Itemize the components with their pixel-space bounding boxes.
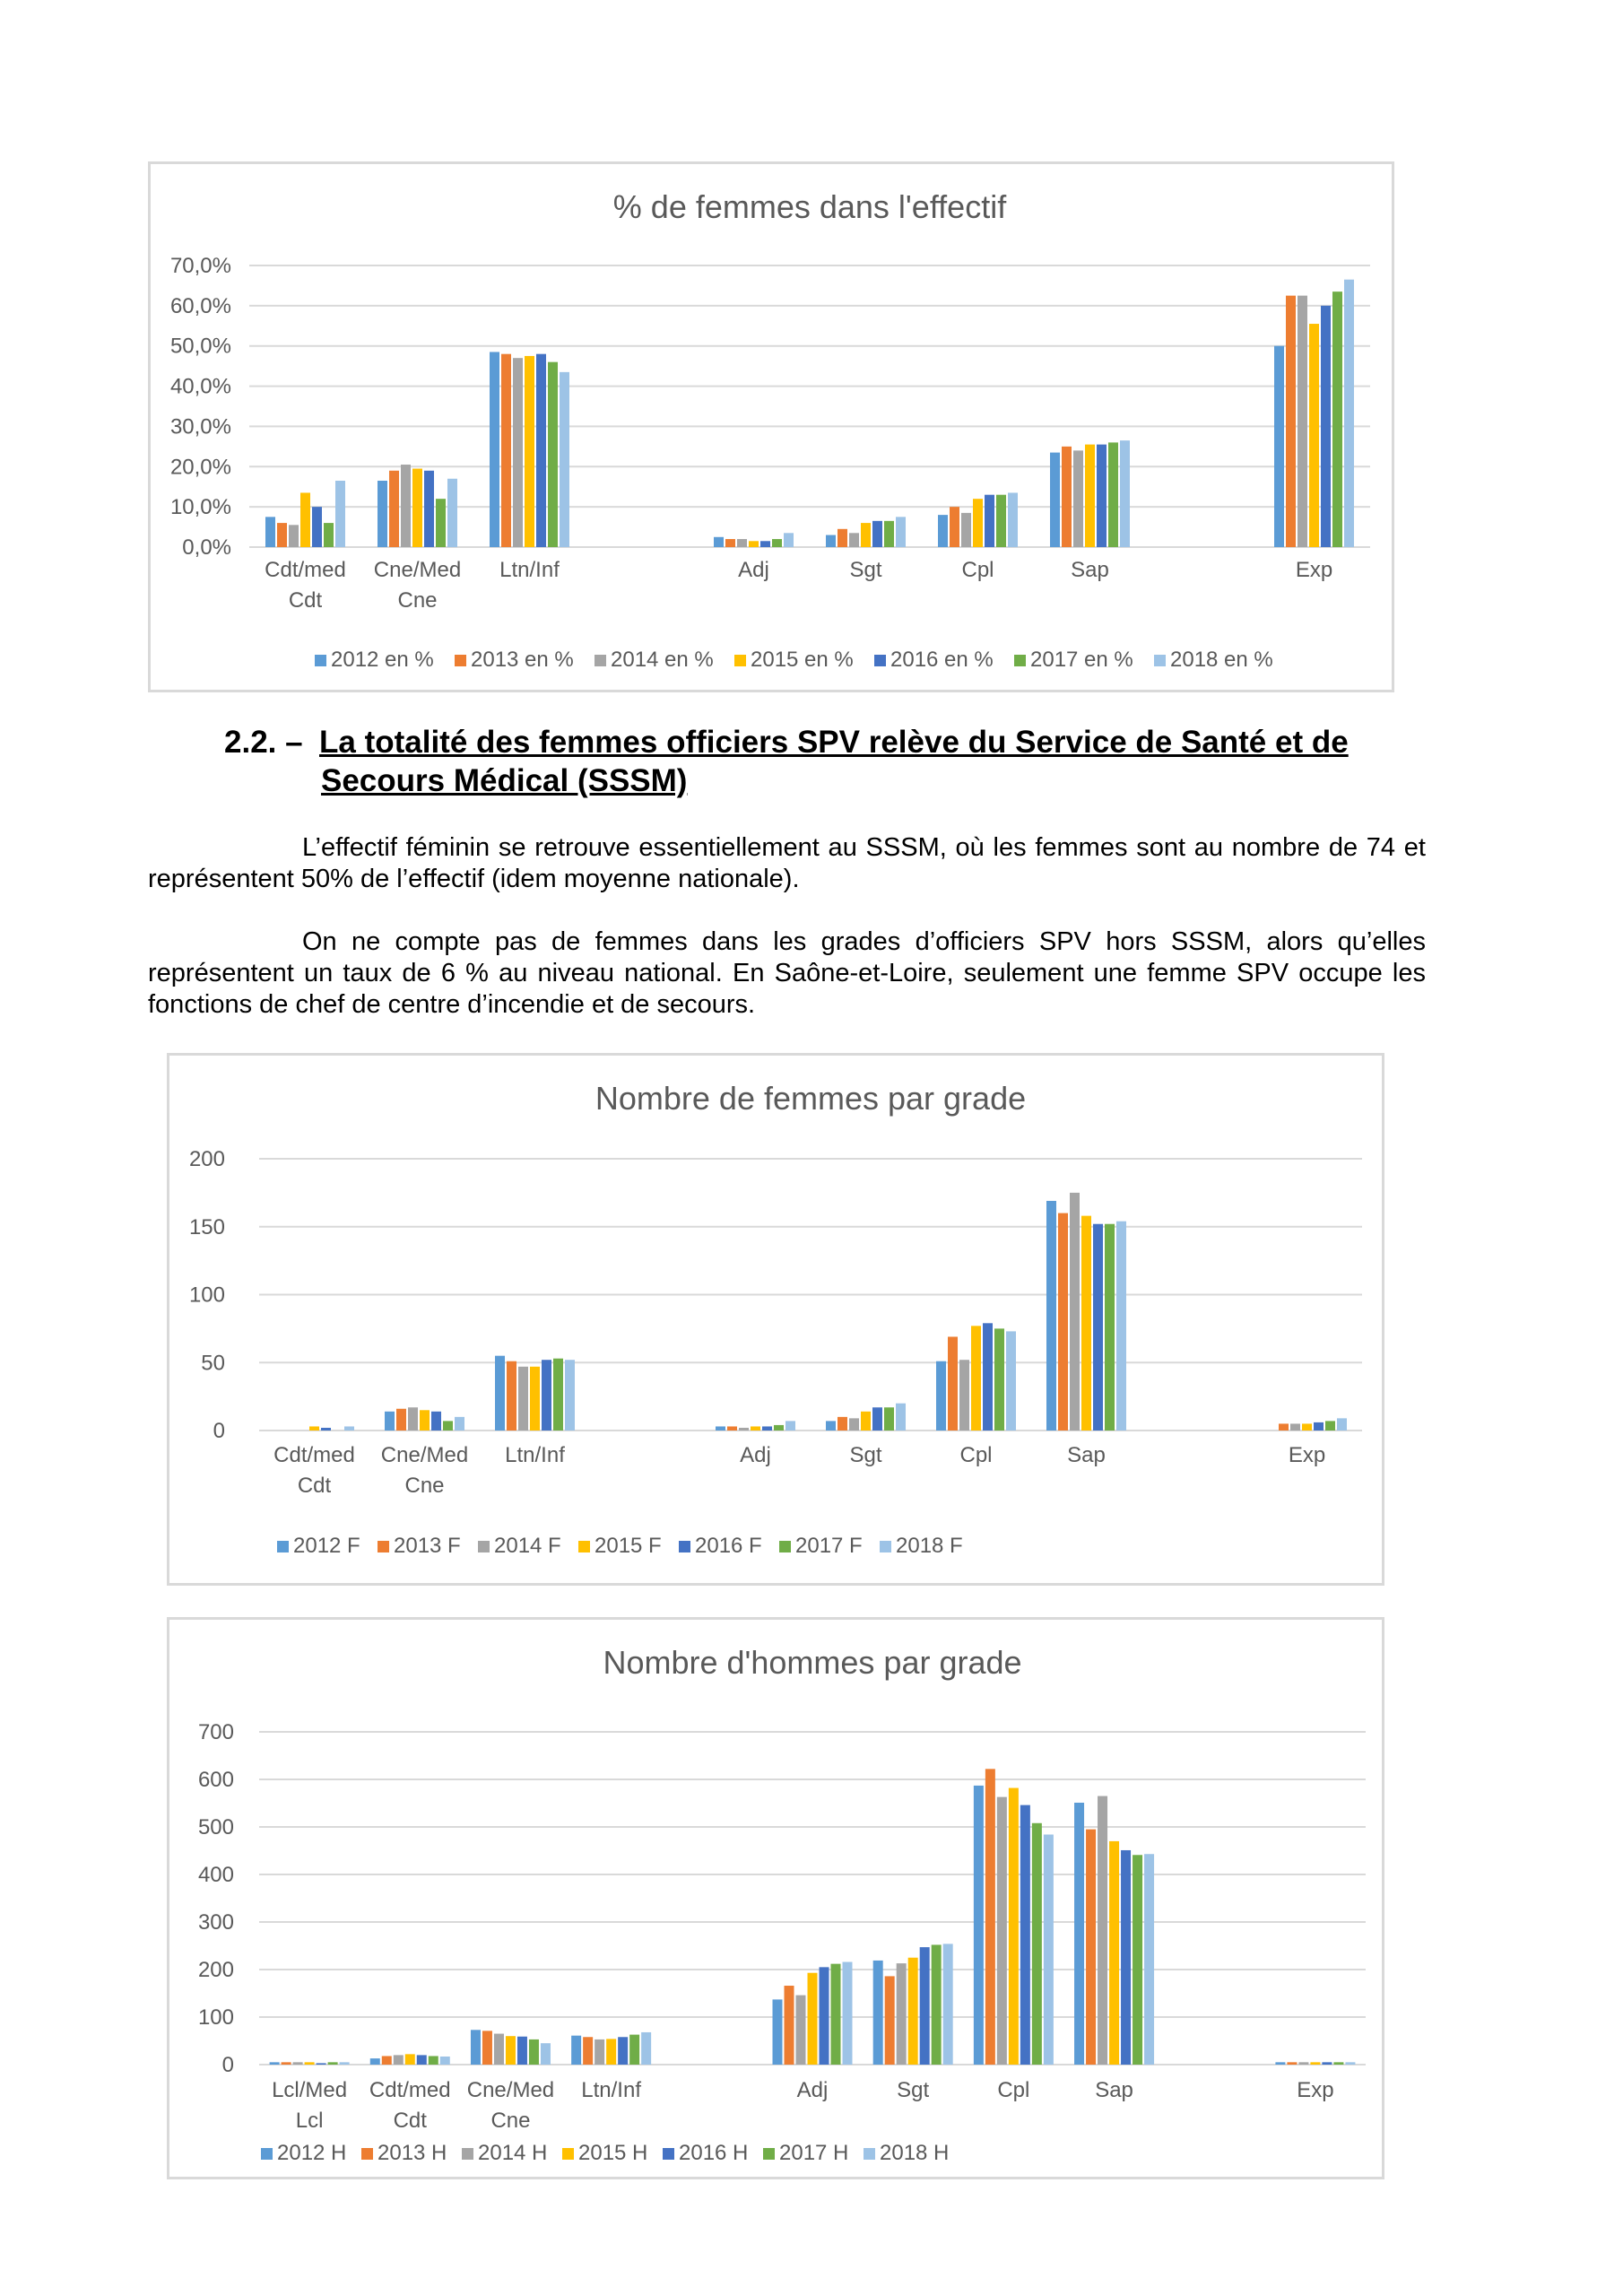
bar [920, 1947, 930, 2065]
legend-label: 2012 en % [331, 648, 434, 672]
bar [1298, 296, 1307, 547]
chart-men-count [167, 1617, 1384, 2179]
bar [1321, 306, 1331, 547]
bar [971, 1326, 981, 1431]
paragraph-2: On ne compte pas de femmes dans les grades d’officiers SPV hors SSSM, alors qu’elles représentent un taux de 6 % au niveau national. En Saône-et-Loire, seulement une femme SPV occupe les fonctions de chef de centre d’incendie et de secours. [148, 927, 1426, 1019]
bar [932, 1944, 942, 2065]
category-label: Cpl [961, 558, 994, 582]
category-label: Cdt/med [265, 558, 346, 582]
bar [996, 495, 1006, 547]
category-label: Cne [397, 588, 438, 613]
legend-label: 2018 H [880, 2141, 950, 2165]
bar [495, 1356, 505, 1431]
legend-label: 2017 en % [1030, 648, 1133, 672]
bar [420, 1410, 430, 1431]
bar [289, 525, 299, 547]
legend-label: 2018 F [896, 1534, 963, 1558]
bar [293, 2062, 303, 2065]
category-label: Cne [404, 1474, 445, 1498]
y-tick-label: 150 [188, 1214, 225, 1239]
bar [455, 1417, 464, 1431]
bar [1050, 453, 1060, 547]
bar [985, 1769, 995, 2065]
bar [412, 469, 422, 547]
bar [424, 471, 434, 547]
bar [843, 1962, 853, 2065]
bar [408, 1407, 418, 1431]
category-label: Cpl [997, 2078, 1030, 2102]
bar [936, 1361, 946, 1431]
bar [1302, 1423, 1312, 1431]
bar [714, 537, 724, 547]
bar [394, 2055, 404, 2065]
legend-swatch [277, 1541, 289, 1552]
bar [340, 2062, 350, 2065]
legend-swatch [864, 2148, 875, 2160]
bar [873, 1961, 883, 2065]
legend-label: 2015 H [578, 2141, 648, 2165]
category-label: Cdt [393, 2109, 427, 2133]
bar [725, 539, 735, 547]
bar [265, 517, 275, 547]
bar [629, 2035, 639, 2065]
bar [872, 1407, 882, 1431]
bar [1108, 442, 1118, 547]
bar [1322, 2062, 1332, 2065]
legend-label: 2016 H [679, 2141, 749, 2165]
legend-swatch [595, 655, 606, 666]
bar [908, 1958, 918, 2065]
bar [529, 2039, 539, 2065]
bar [583, 2037, 593, 2065]
bar [985, 495, 994, 547]
bar [1298, 2062, 1308, 2065]
category-label: Sgt [897, 2078, 930, 2102]
bar [541, 2043, 551, 2065]
section-number: 2.2. – [224, 725, 303, 760]
legend-label: 2012 F [293, 1534, 360, 1558]
bar [1098, 1796, 1107, 2065]
bar [471, 2030, 481, 2065]
bar [1081, 1216, 1091, 1431]
bar [382, 2056, 392, 2065]
legend-swatch [378, 1541, 389, 1552]
bar [490, 352, 499, 547]
bar [1279, 1423, 1289, 1431]
category-label: Sap [1071, 558, 1109, 582]
bar [431, 1412, 441, 1431]
bar [1345, 2062, 1355, 2065]
y-tick-label: 30,0% [169, 414, 231, 439]
bar [1144, 1854, 1154, 2065]
bar [482, 2031, 492, 2065]
bar [974, 1786, 984, 2065]
legend-swatch [578, 1541, 590, 1552]
category-label: Cne/Med [373, 558, 462, 582]
bar [727, 1426, 737, 1431]
bar [1006, 1331, 1016, 1431]
bar [506, 2036, 516, 2065]
bar [389, 471, 399, 547]
category-label: Sap [1095, 2078, 1133, 2102]
bar [1008, 492, 1018, 547]
legend-swatch [478, 1541, 490, 1552]
category-label: Sap [1067, 1443, 1106, 1467]
category-label: Cdt [288, 588, 323, 613]
bar [618, 2037, 628, 2065]
bar [950, 507, 959, 547]
bar [997, 1797, 1007, 2065]
bar [1105, 1224, 1115, 1431]
legend-label: 2016 en % [890, 648, 994, 672]
bar [501, 354, 511, 547]
category-label: Exp [1295, 558, 1333, 582]
bar [1086, 1830, 1096, 2065]
category-label: Adj [738, 558, 769, 582]
legend-label: 2013 en % [471, 648, 574, 672]
bar [317, 2063, 326, 2065]
bar [606, 2039, 616, 2065]
legend-label: 2013 F [394, 1534, 461, 1558]
bar [1337, 1418, 1347, 1431]
bar [1093, 1224, 1103, 1431]
bar [1116, 1222, 1126, 1431]
legend-swatch [679, 1541, 690, 1552]
y-tick-label: 500 [197, 1815, 234, 1839]
bar [305, 2062, 315, 2065]
category-label: Ltn/Inf [581, 2078, 641, 2102]
bar [595, 2039, 604, 2065]
chart-women-percentage-svg [151, 164, 1397, 695]
legend-label: 2014 en % [611, 648, 714, 672]
bar [530, 1367, 540, 1431]
bar [1109, 1841, 1119, 2065]
bar [884, 521, 894, 547]
legend-swatch [880, 1541, 891, 1552]
bar [277, 523, 287, 547]
bar [943, 1944, 953, 2065]
legend-swatch [763, 2148, 775, 2160]
bar [1133, 1855, 1142, 2065]
y-tick-label: 40,0% [169, 374, 231, 399]
category-label: Cne [490, 2109, 531, 2133]
legend-label: 2017 F [795, 1534, 863, 1558]
bar [1274, 346, 1284, 547]
bar [773, 1999, 783, 2065]
category-label: Cne/Med [380, 1443, 469, 1467]
bar [897, 1963, 907, 2065]
chart-title: Nombre de femmes par grade [595, 1080, 1027, 1117]
bar [1097, 445, 1107, 547]
bar [517, 2037, 527, 2065]
category-label: Cdt/med [369, 2078, 451, 2102]
bar [385, 1412, 395, 1431]
bar [548, 362, 558, 547]
bar [518, 1367, 528, 1431]
bar [565, 1360, 575, 1431]
bar [300, 492, 310, 547]
chart-women-percentage [148, 161, 1394, 692]
bar [324, 523, 334, 547]
bar [1032, 1823, 1042, 2065]
bar [1058, 1213, 1068, 1431]
legend-swatch [315, 655, 326, 666]
bar [309, 1426, 319, 1431]
bar [826, 1421, 836, 1431]
legend-swatch [874, 655, 886, 666]
chart-title: Nombre d'hommes par grade [603, 1644, 1022, 1681]
category-label: Sgt [849, 558, 882, 582]
bar [641, 2032, 651, 2065]
y-tick-label: 700 [197, 1720, 234, 1744]
bar [321, 1428, 331, 1431]
y-tick-label: 70,0% [169, 254, 231, 278]
y-tick-label: 100 [188, 1283, 225, 1308]
bar [1062, 447, 1072, 547]
chart-women-count [167, 1053, 1384, 1586]
y-tick-label: 100 [197, 2005, 234, 2030]
bar [429, 2056, 438, 2065]
bar [536, 354, 546, 547]
category-label: Exp [1288, 1443, 1326, 1467]
bar [796, 1996, 806, 2065]
category-label: Cpl [959, 1443, 993, 1467]
legend-label: 2016 F [695, 1534, 762, 1558]
section-title-line2: Secours Médical (SSSM) [321, 763, 688, 798]
y-tick-label: 200 [188, 1147, 225, 1171]
category-label: Cdt/med [273, 1443, 355, 1467]
y-tick-label: 200 [197, 1958, 234, 1982]
bar [826, 535, 836, 547]
bar [344, 1426, 354, 1431]
bar [1121, 1850, 1131, 2065]
bar [983, 1323, 993, 1431]
bar [1009, 1788, 1019, 2065]
bar [849, 1418, 859, 1431]
bar [436, 499, 446, 547]
category-label: Sgt [849, 1443, 882, 1467]
legend-swatch [455, 655, 466, 666]
bar [1073, 450, 1083, 547]
bar [282, 2062, 291, 2065]
y-tick-label: 600 [197, 1768, 234, 1792]
bar [1275, 2062, 1285, 2065]
legend-label: 2015 en % [751, 648, 854, 672]
bar [405, 2054, 415, 2065]
bar [507, 1361, 516, 1431]
legend-swatch [663, 2148, 674, 2160]
category-label: Exp [1297, 2078, 1334, 2102]
legend-swatch [779, 1541, 791, 1552]
bar [872, 521, 882, 547]
bar [440, 2057, 450, 2065]
bar [1287, 2062, 1297, 2065]
bar [1310, 2062, 1320, 2065]
legend-swatch [462, 2148, 473, 2160]
bar [1046, 1201, 1056, 1431]
bar [808, 1973, 818, 2065]
bar [396, 1409, 406, 1431]
bar [760, 541, 770, 547]
bar [896, 1404, 906, 1431]
legend-swatch [1154, 655, 1166, 666]
category-label: Cne/Med [466, 2078, 555, 2102]
bar [885, 1976, 895, 2065]
bar [1332, 291, 1342, 547]
bar [838, 1417, 847, 1431]
bar [948, 1336, 958, 1431]
legend-swatch [734, 655, 746, 666]
legend-swatch [261, 2148, 273, 2160]
bar [1309, 324, 1319, 547]
bar [560, 372, 569, 547]
bar [749, 541, 759, 547]
bar [861, 523, 871, 547]
category-label: Lcl [295, 2109, 324, 2133]
bar [1120, 440, 1130, 547]
y-tick-label: 0 [221, 2053, 234, 2077]
bar [270, 2062, 280, 2065]
category-label: Cdt [297, 1474, 332, 1498]
bar [401, 465, 411, 547]
bar [973, 499, 983, 547]
legend-label: 2017 H [779, 2141, 849, 2165]
bar [762, 1426, 772, 1431]
bar [994, 1328, 1004, 1431]
legend-label: 2014 F [494, 1534, 561, 1558]
legend-swatch [562, 2148, 574, 2160]
legend-label: 2014 H [478, 2141, 548, 2165]
bar [443, 1421, 453, 1431]
bar [849, 533, 859, 547]
y-tick-label: 50,0% [169, 334, 231, 359]
bar [716, 1426, 725, 1431]
y-tick-label: 300 [197, 1910, 234, 1935]
bar [312, 507, 322, 547]
bar [1020, 1805, 1030, 2065]
bar [961, 513, 971, 547]
bar [328, 2062, 338, 2065]
y-tick-label: 0 [213, 1419, 225, 1443]
category-label: Ltn/Inf [505, 1443, 565, 1467]
legend-label: 2015 F [595, 1534, 662, 1558]
bar [739, 1428, 749, 1431]
legend-label: 2013 H [378, 2141, 447, 2165]
category-label: Ltn/Inf [499, 558, 560, 582]
bar [737, 539, 747, 547]
bar [959, 1360, 969, 1431]
bar [1070, 1193, 1080, 1431]
bar [861, 1412, 871, 1431]
bar [370, 2058, 380, 2065]
bar [838, 529, 847, 547]
paragraph-1: L’effectif féminin se retrouve essentiellement au SSSM, où les femmes sont au nombre de 74 et représentent 50% de l’effectif (idem moyenne nationale). [148, 833, 1426, 893]
bar [1344, 280, 1354, 547]
legend-label: 2018 en % [1170, 648, 1273, 672]
bar [896, 517, 906, 547]
bar [751, 1426, 760, 1431]
bar [417, 2055, 427, 2065]
bar [571, 2036, 581, 2065]
legend-label: 2012 H [277, 2141, 347, 2165]
bar [774, 1425, 784, 1431]
bar [772, 539, 782, 547]
category-label: Adj [740, 1443, 771, 1467]
bar [1074, 1803, 1084, 2065]
bar [784, 533, 794, 547]
bar [525, 356, 534, 547]
category-label: Lcl/Med [272, 2078, 348, 2102]
y-tick-label: 60,0% [169, 293, 231, 318]
legend-swatch [1014, 655, 1026, 666]
bar [938, 515, 948, 547]
bar [884, 1407, 894, 1431]
bar [513, 358, 523, 547]
chart-women-count-svg [169, 1056, 1387, 1588]
section-title-line1: La totalité des femmes officiers SPV relève du Service de Santé et de [319, 725, 1349, 760]
bar [378, 481, 387, 547]
y-tick-label: 50 [201, 1351, 225, 1376]
y-tick-label: 400 [197, 1863, 234, 1887]
bar [785, 1986, 794, 2065]
bar [785, 1421, 795, 1431]
bar [1333, 2062, 1343, 2065]
legend-swatch [361, 2148, 373, 2160]
bar [1044, 1834, 1054, 2065]
chart-title: % de femmes dans l'effectif [612, 188, 1007, 225]
bar [820, 1967, 829, 2065]
bar [335, 481, 345, 547]
bar [1325, 1421, 1335, 1431]
bar [831, 1964, 841, 2065]
bar [1085, 445, 1095, 547]
bar [542, 1360, 551, 1431]
y-tick-label: 10,0% [169, 495, 231, 520]
bar [1286, 296, 1296, 547]
bar [1290, 1423, 1300, 1431]
chart-men-count-svg [169, 1620, 1387, 2182]
category-label: Adj [796, 2078, 829, 2102]
y-tick-label: 0,0% [182, 535, 231, 560]
bar [494, 2034, 504, 2065]
bar [553, 1359, 563, 1431]
y-tick-label: 20,0% [169, 455, 231, 480]
bar [1314, 1422, 1324, 1431]
bar [447, 479, 457, 547]
